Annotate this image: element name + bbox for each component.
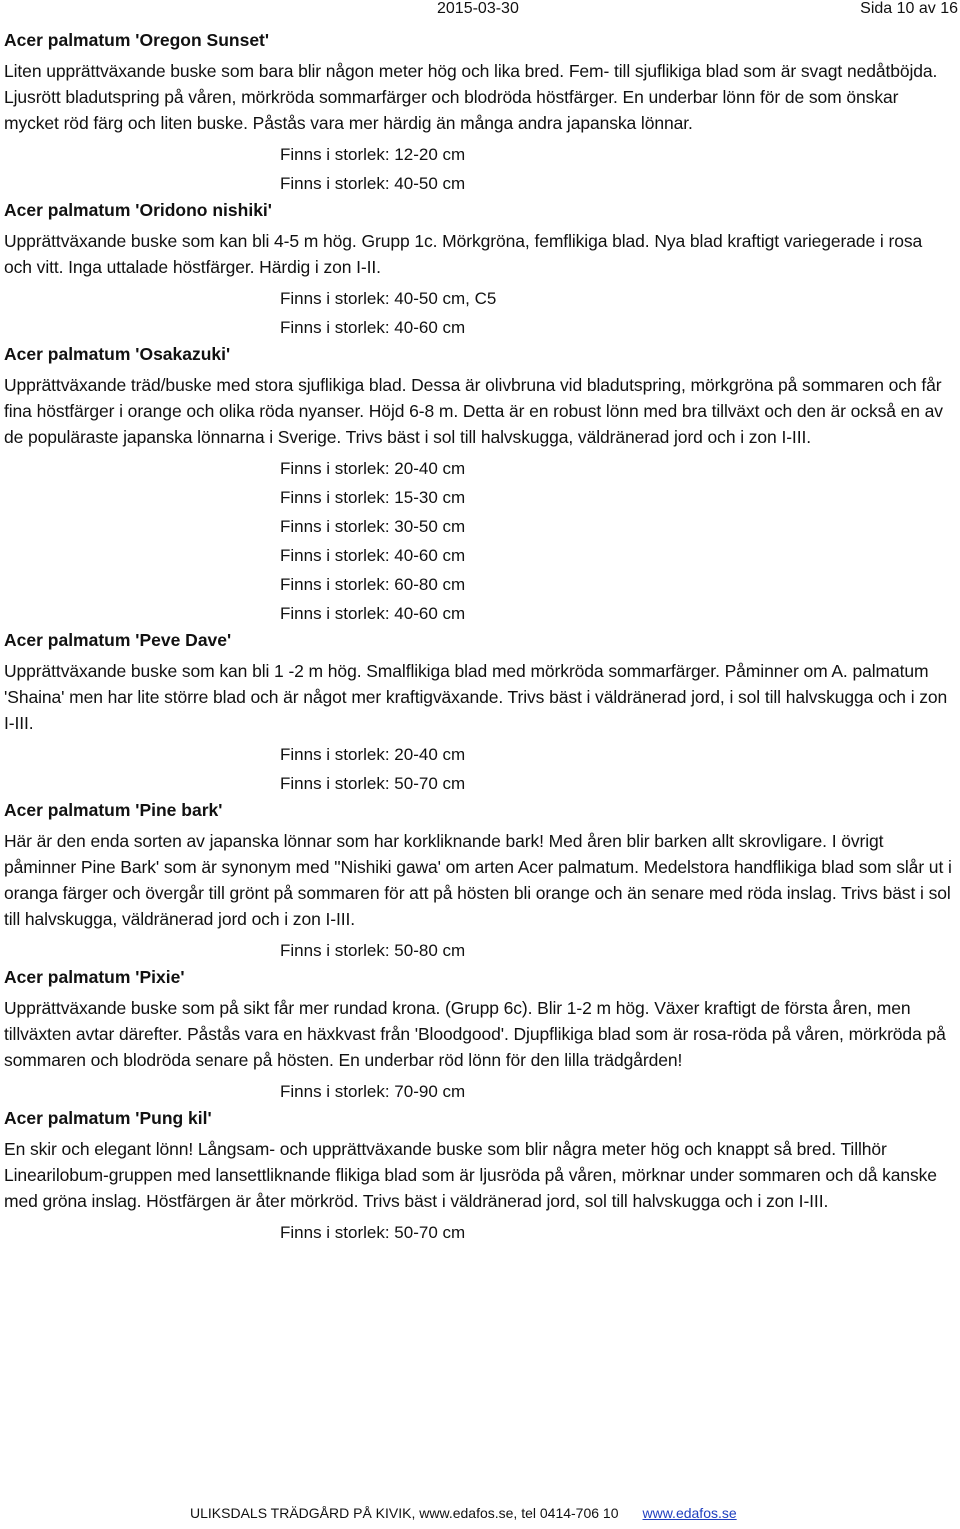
size-item: Finns i storlek: 12-20 cm [280,145,466,164]
document-body [4,28,954,1247]
entry-description: Upprättväxande träd/buske med stora sjuflikiga blad. Dessa är olivbruna vid bladutspring, mörkgröna på sommaren och får fina höstfärger i orange och olika röda nyanser. Höjd 6-8 m. Detta är en robust lönn med bra tillväxt och den är också en av de populäraste japanska lönnarna i Sverige. Trivs bäst i sol till halvskugga, väldränerad jord och i zon I-III. [4,375,943,447]
entry-description: En skir och elegant lönn! Långsam- och upprättväxande buske som blir några meter hög och knappt så bred. Tillhör Linearilobum-gruppen med lansettliknande flikiga blad som är ljusröda på våren, mörknar under sommaren och då kanske med gröna inslag. Höstfärgen är åter mörkröd. Trivs bäst i väldränerad jord, sol till halvskugga och i zon I-III. [4,1139,937,1211]
size-item: Finns i storlek: 40-60 cm [280,546,466,565]
size-list [4,740,954,798]
footer-website-link[interactable]: www.edafos.se [642,1505,737,1521]
size-item: Finns i storlek: 30-50 cm [280,517,466,536]
footer-text: ULIKSDALS TRÄDGÅRD PÅ KIVIK, www.edafos.se, tel 0414-706 10 [190,1505,619,1521]
header-date: 2015-03-30 [437,0,519,17]
entry-description: Här är den enda sorten av japanska lönnar som har korkliknande bark! Med åren blir barken allt skrovligare. I övrigt påminner Pine Bark' som är synonym med ''Nishiki gawa' om arten Acer palmatum. Medelstora handflikiga blad som slår ut i oranga färger och övergår till grönt på sommaren för att på hösten bli orange och än senare med röda inslag. Trivs bäst i sol till halvskugga, väldränerad jord och i zon I-III. [4,831,952,929]
size-item: Finns i storlek: 40-50 cm, C5 [280,289,497,308]
size-item: Finns i storlek: 15-30 cm [280,488,466,507]
size-list [4,284,954,342]
entry-description: Upprättväxande buske som kan bli 1 -2 m hög. Smalflikiga blad med mörkröda sommarfärger. Påminner om A. palmatum 'Shaina' men har lite större blad och är något mer kraftigväxande. Trivs bäst i väldränerad jord, i sol till halvskugga och i zon I-III. [4,661,948,733]
entry-pung-kil [4,1106,954,1247]
entry-title: Acer palmatum 'Oregon Sunset' [4,30,270,50]
entry-description: Upprättväxande buske som kan bli 4-5 m hög. Grupp 1c. Mörkgröna, femflikiga blad. Nya blad kraftigt variegerade i rosa och vitt. Inga uttalade höstfärger. Härdig i zon I-II. [4,231,923,277]
entry-title: Acer palmatum 'Pixie' [4,967,185,987]
entry-pixie [4,965,954,1106]
entry-osakazuki [4,342,954,628]
entry-title: Acer palmatum 'Osakazuki' [4,344,231,364]
entry-title: Acer palmatum 'Oridono nishiki' [4,200,272,220]
size-item: Finns i storlek: 40-50 cm [280,174,466,193]
entry-oridono-nishiki [4,198,954,342]
size-item: Finns i storlek: 50-80 cm [280,941,466,960]
size-list [4,1218,954,1247]
size-item: Finns i storlek: 50-70 cm [280,774,466,793]
size-item: Finns i storlek: 20-40 cm [280,459,466,478]
entry-pine-bark [4,798,954,965]
entry-title: Acer palmatum 'Peve Dave' [4,630,232,650]
size-item: Finns i storlek: 60-80 cm [280,575,466,594]
size-item: Finns i storlek: 70-90 cm [280,1082,466,1101]
size-list [4,140,954,198]
size-item: Finns i storlek: 40-60 cm [280,318,466,337]
entry-description: Upprättväxande buske som på sikt får mer rundad krona. (Grupp 6c). Blir 1-2 m hög. Växer kraftigt de första åren, men tillväxten avtar därefter. Påstås vara en häxkvast från 'Bloodgood'. Djupflikiga blad som är rosa-röda på våren, mörkröda på sommaren och blodröda senare på hösten. En underbar röd lönn för den lilla trädgården! [4,998,946,1070]
size-item: Finns i storlek: 50-70 cm [280,1223,466,1242]
size-list [4,1077,954,1106]
footer [190,1504,737,1522]
size-item: Finns i storlek: 20-40 cm [280,745,466,764]
entry-peve-dave [4,628,954,798]
entry-title: Acer palmatum 'Pine bark' [4,800,223,820]
header-page-number: Sida 10 av 16 [860,0,958,17]
size-list [4,454,954,628]
size-item: Finns i storlek: 40-60 cm [280,604,466,623]
entry-description: Liten upprättväxande buske som bara blir någon meter hög och lika bred. Fem- till sjuflikiga blad som är svagt nedåtböjda. Ljusrött bladutspring på våren, mörkröda sommarfärger och blodröda höstfärger. En underbar lönn för de som önskar mycket röd färg och liten buske. Påstås vara mer härdig än många andra japanska lönnar. [4,61,938,133]
entry-title: Acer palmatum 'Pung kil' [4,1108,212,1128]
size-list [4,936,954,965]
entry-oregon-sunset [4,28,954,198]
